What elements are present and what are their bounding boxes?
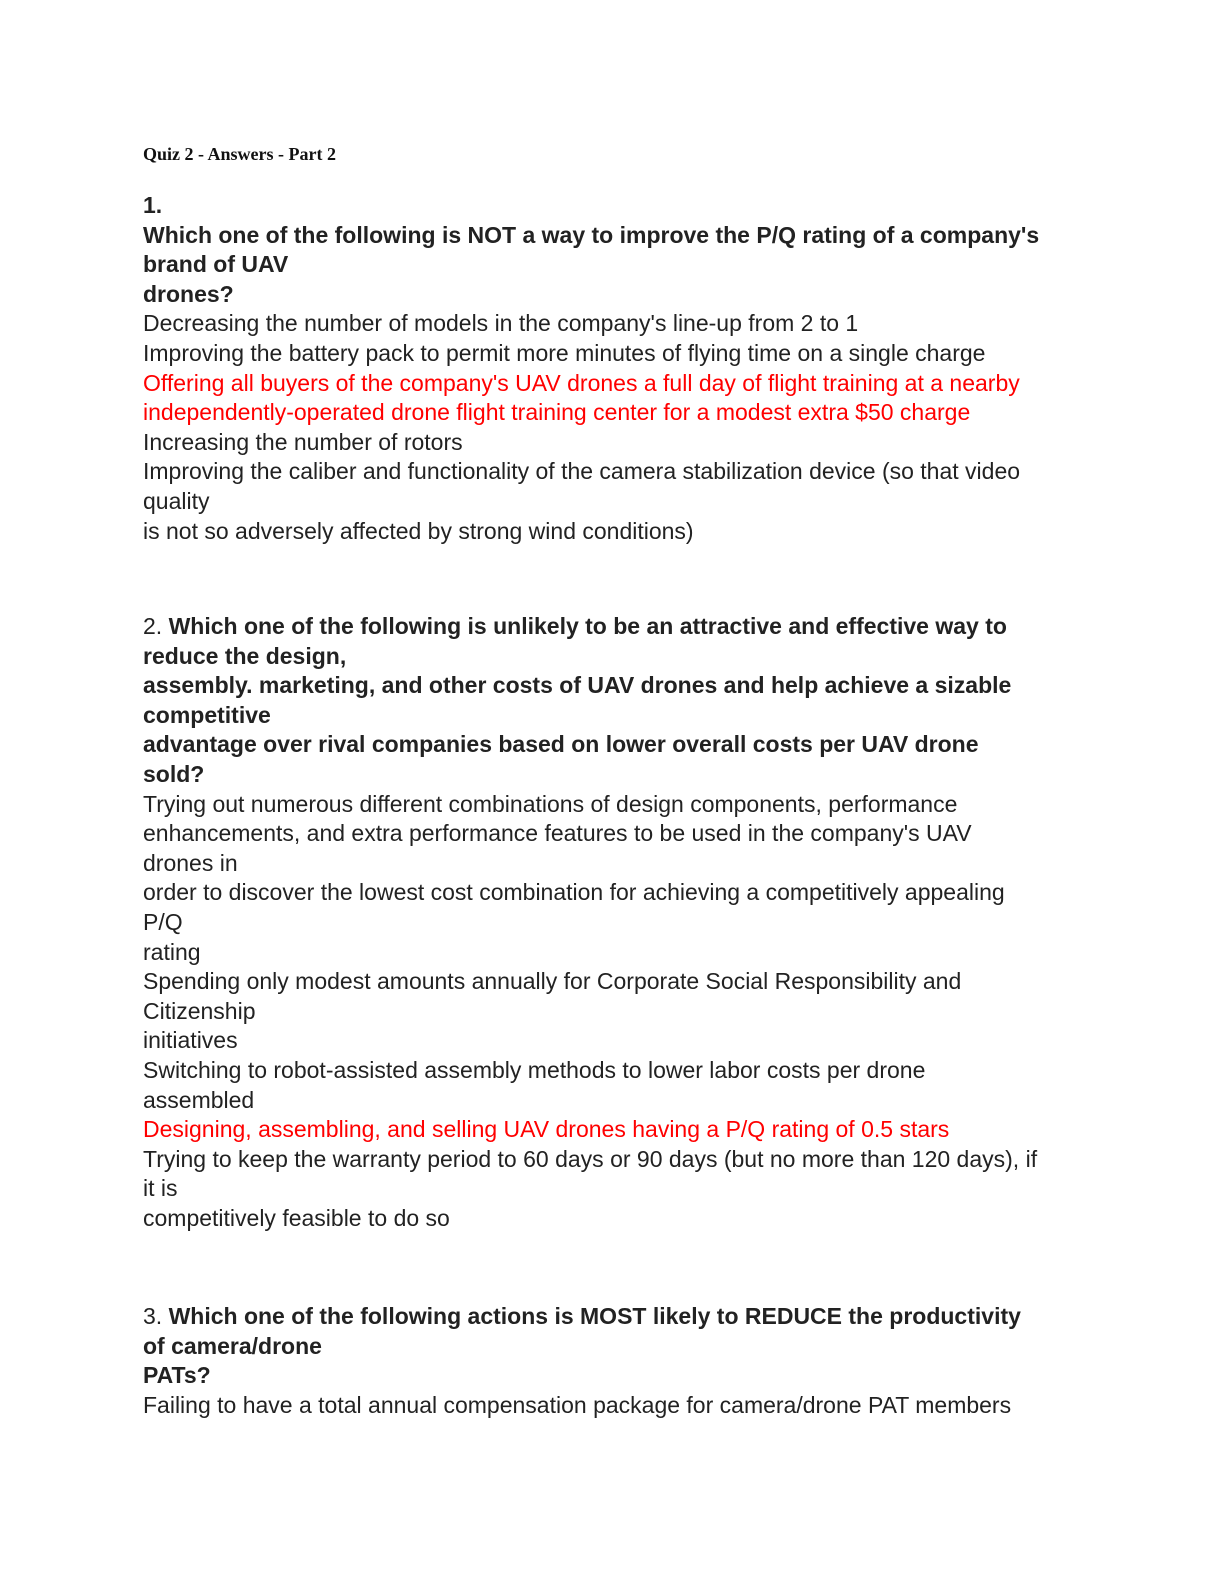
- answer-option: Increasing the number of rotors: [143, 428, 463, 455]
- question-first-line: [143, 612, 1083, 642]
- question-1: [143, 191, 1083, 546]
- answer-option: P/Q: [143, 908, 183, 935]
- answer-option: drones in: [143, 849, 238, 876]
- correct-answer: independently-operated drone flight training center for a modest extra $50 charge: [143, 399, 971, 426]
- question-text: Which one of the following actions is MOST likely to REDUCE the productivity: [168, 1303, 1021, 1329]
- page-title: Quiz 2 - Answers - Part 2: [143, 144, 336, 164]
- question-number: 1.: [143, 192, 163, 218]
- question-text: competitive: [143, 701, 271, 728]
- answer-option: enhancements, and extra performance features to be used in the company's UAV: [143, 820, 972, 847]
- correct-answer: Designing, assembling, and selling UAV drones having a P/Q rating of 0.5 stars: [143, 1116, 950, 1143]
- answer-option: Citizenship: [143, 997, 256, 1024]
- question-text: drones?: [143, 280, 234, 307]
- answer-option: competitively feasible to do so: [143, 1204, 450, 1231]
- answer-option: assembled: [143, 1086, 255, 1113]
- answer-option: it is: [143, 1175, 178, 1202]
- answer-option: Switching to robot-assisted assembly methods to lower labor costs per drone: [143, 1056, 926, 1083]
- question-number: 3.: [143, 1303, 163, 1329]
- question-text: reduce the design,: [143, 642, 347, 669]
- question-text: Which one of the following is unlikely to be an attractive and effective way to: [168, 613, 1007, 639]
- answer-option: order to discover the lowest cost combination for achieving a competitively appealing: [143, 879, 1005, 906]
- answer-option: Trying out numerous different combinations of design components, performance: [143, 790, 958, 817]
- answer-option: Improving the battery pack to permit more minutes of flying time on a single charge: [143, 339, 986, 366]
- answer-option: rating: [143, 938, 201, 965]
- question-text: brand of UAV: [143, 251, 289, 278]
- correct-answer: Offering all buyers of the company's UAV drones a full day of flight training at a nearby: [143, 369, 1020, 396]
- question-2: [143, 612, 1083, 1233]
- question-text: Which one of the following is NOT a way to improve the P/Q rating of a company's: [143, 221, 1040, 248]
- answer-option: Failing to have a total annual compensation package for camera/drone PAT members: [143, 1391, 1012, 1418]
- answer-option: Improving the caliber and functionality of the camera stabilization device (so that video: [143, 458, 1021, 485]
- answer-option: quality: [143, 487, 210, 514]
- question-text: assembly. marketing, and other costs of UAV drones and help achieve a sizable: [143, 672, 1012, 699]
- answer-option: is not so adversely affected by strong wind conditions): [143, 517, 694, 544]
- question-number: 2.: [143, 613, 163, 639]
- question-text: of camera/drone: [143, 1332, 322, 1359]
- answer-option: Trying to keep the warranty period to 60 days or 90 days (but no more than 120 days), if: [143, 1145, 1038, 1172]
- answer-option: initiatives: [143, 1027, 238, 1054]
- question-first-line: [143, 1302, 1083, 1332]
- answer-option: Spending only modest amounts annually for Corporate Social Responsibility and: [143, 968, 962, 995]
- question-text: PATs?: [143, 1362, 211, 1389]
- question-3: [143, 1302, 1083, 1420]
- answer-option: Decreasing the number of models in the company's line-up from 2 to 1: [143, 310, 859, 337]
- question-text: advantage over rival companies based on lower overall costs per UAV drone: [143, 731, 979, 758]
- question-text: sold?: [143, 760, 205, 787]
